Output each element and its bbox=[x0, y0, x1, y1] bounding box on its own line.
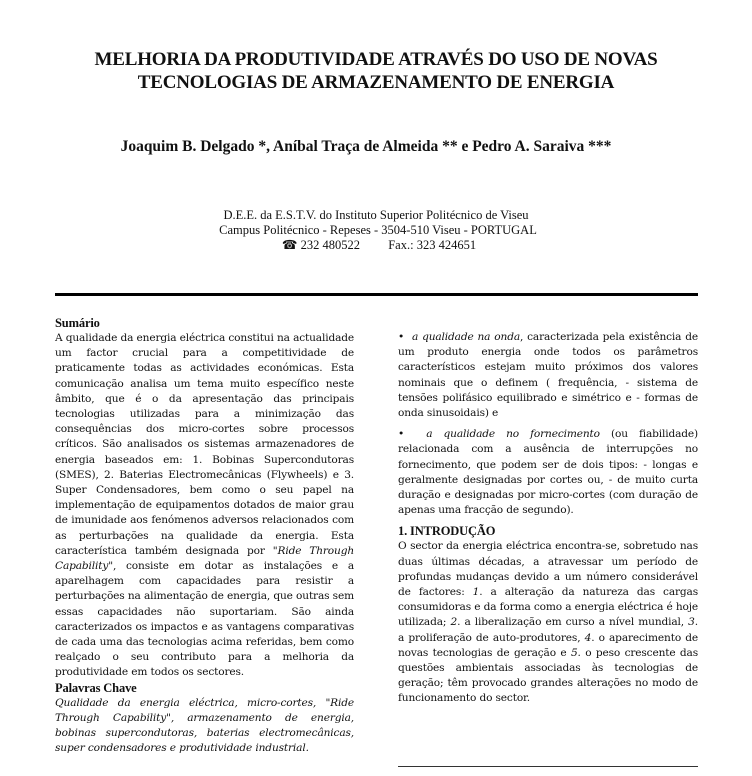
section-heading-introduction: 1. INTRODUÇÃO bbox=[398, 524, 496, 539]
phone-icon: ☎ bbox=[281, 238, 298, 252]
abstract-text-part-2: , consiste em dotar as instalações e a aparelhagem com capacidades para resistir a perturbações na alimentação de energia, que outras sem essas capacidades não suportariam. São ainda caracterizados os impactos e as vantagens comparativas de cada uma das tecnologias acima referidas, bem como realçado o seu contributo para a melhoria da produtividade em todos os sectores. bbox=[55, 560, 354, 679]
affiliation-line-1: D.E.E. da E.S.T.V. do Instituto Superior Politécnico de Viseu bbox=[223, 208, 529, 222]
footnote-rule bbox=[398, 766, 698, 767]
bullet-icon: • bbox=[398, 428, 405, 441]
keywords-text: Qualidade da energia eléctrica, micro-cortes, "Ride Through Capability", armazenamento de energia, bobinas supercondutoras, baterias electromecânicas, super condensadores e produtividade industrial. bbox=[55, 696, 354, 755]
contact-line bbox=[0, 238, 752, 253]
abstract-text-part-1: A qualidade da energia eléctrica constitui na actualidade um factor crucial para a competitividade de praticamente todas as actividades económicas. Esta comunicação analisa um tema muito específico neste âmbito, que é o da apresentação das principais tecnologias utilizadas para a minimização das consequências dos micro-cortes sobre processos críticos. São analisados os sistemas armazenadores de energia baseados em: 1. Bobinas Supercondutoras (SMES), 2. Baterias Electromecânicas (Flywheels) e 3. Super Condensadores, bem como o seu papel na implementação de equipamentos dotados de maior grau de imunidade aos fenómenos adversos relacionados com as perturbações na qualidade da energia. Esta característica também designada por bbox=[55, 332, 354, 557]
abstract-quote: "Ride Through Capability" bbox=[55, 544, 354, 573]
fax-number: Fax.: 323 424651 bbox=[388, 238, 477, 252]
intro-number: 5 bbox=[570, 646, 578, 659]
abstract-text bbox=[55, 331, 354, 681]
paper-title bbox=[0, 48, 752, 94]
intro-number: 3 bbox=[688, 616, 695, 629]
intro-number: 4 bbox=[584, 631, 592, 644]
intro-text: . a liberalização em curso a nível mundial, bbox=[457, 616, 689, 629]
phone-number: 232 480522 bbox=[300, 238, 360, 252]
bullet-icon: • bbox=[398, 331, 405, 343]
intro-number: 2 bbox=[450, 616, 458, 629]
left-column bbox=[55, 316, 354, 756]
intro-text: . a alteração da natureza das cargas consumidoras e da forma como a energia eléctrica é hoje utilizada; bbox=[398, 586, 698, 629]
authors: Joaquim B. Delgado *, Aníbal Traça de Almeida ** e Pedro A. Saraiva *** bbox=[120, 138, 612, 155]
abstract-heading: Sumário bbox=[55, 316, 100, 330]
bullet-item-2 bbox=[398, 427, 698, 518]
right-column bbox=[398, 330, 698, 707]
intro-text: . a proliferação de auto-produtores, bbox=[398, 616, 698, 644]
title-line-2: TECNOLOGIAS DE ARMAZENAMENTO DE ENERGIA bbox=[137, 72, 615, 93]
introduction-paragraph bbox=[398, 539, 698, 706]
intro-text: O sector da energia eléctrica encontra-se, sobretudo nas duas últimas décadas, a atravessar um período de profundas mudanças devido a um número considerável de factores: bbox=[398, 540, 698, 599]
bullet-item-1 bbox=[398, 330, 698, 421]
intro-text: . o peso crescente das questões ambientais associadas às tecnologias de geração; têm provocado grandes alterações no modo de funcionamento do sector. bbox=[398, 646, 698, 705]
intro-number: 1 bbox=[472, 586, 480, 599]
affiliation-line-2: Campus Politécnico - Repeses - 3504-510 Viseu - PORTUGAL bbox=[219, 223, 537, 237]
bullet-2-italic: a qualidade no fornecimento bbox=[426, 428, 600, 441]
bullet-1-italic: a qualidade na onda bbox=[411, 331, 520, 343]
intro-text: . o aparecimento de novas tecnologias de geração e bbox=[398, 631, 698, 659]
affiliation bbox=[0, 208, 752, 253]
keywords-heading: Palavras Chave bbox=[55, 680, 137, 695]
bullet-2-text: (ou fiabilidade) relacionada com a ausência de interrupções no fornecimento, que podem ser de dois tipos: - longas e geralmente designadas por cortes ou, - de muito curta duração e designadas por micro-cortes (com duração de apenas uma fracção de segundo). bbox=[398, 428, 699, 517]
bullet-1-text: , caracterizada pela existência de um produto energia onde todos os parâmetros característicos estejam muito próximos dos valores nominais que o definem ( frequência, - sistema de tensões polifásico equilibrado e simétrico e - formas de onda sinusoidais) e bbox=[398, 331, 699, 420]
header-rule bbox=[55, 293, 698, 296]
title-line-1: MELHORIA DA PRODUTIVIDADE ATRAVÉS DO USO DE NOVAS bbox=[94, 49, 658, 70]
